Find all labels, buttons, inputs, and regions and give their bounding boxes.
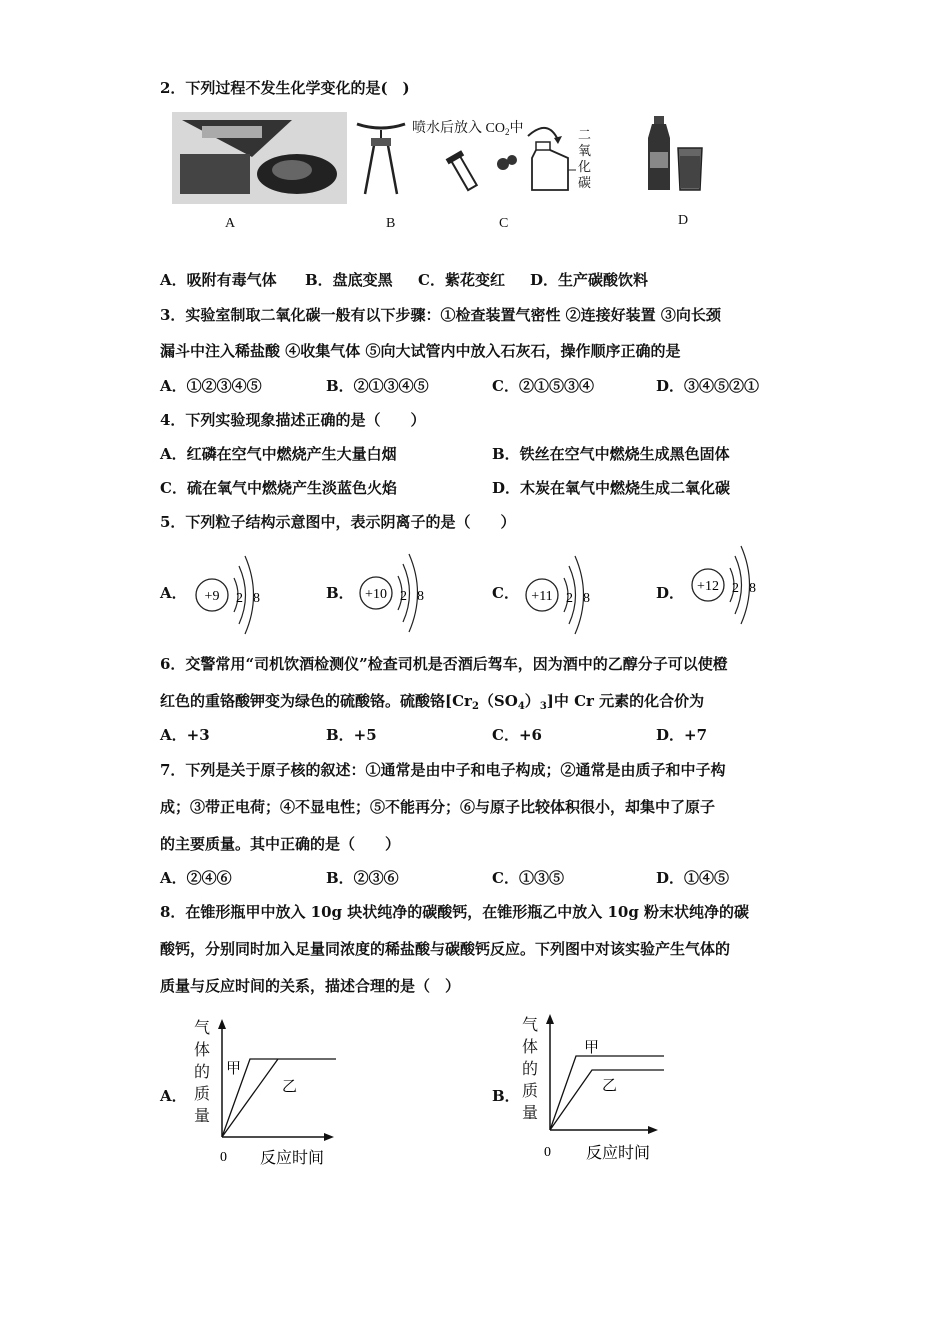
- q4-option-b[interactable]: B．铁丝在空气中燃烧生成黑色固体: [492, 445, 730, 463]
- q5-option-b[interactable]: B．: [326, 584, 354, 602]
- q7-option-d[interactable]: D．①④⑤: [656, 869, 730, 887]
- q8-graph-b-series-jia: 甲: [584, 1040, 600, 1056]
- q5-atom-b: [354, 552, 434, 641]
- q2-img-label-b: B: [386, 216, 396, 231]
- q8-graph-b: [518, 1010, 678, 1174]
- q2-image-d: [640, 114, 710, 198]
- q2-img-label-a: A: [225, 216, 236, 231]
- q7-stem-line2: 成；③带正电荷；④不显电性；⑤不能再分；⑥与原子比较体积很小，却集中了原子: [160, 798, 716, 816]
- q8-graph-b-ylabel-4: 量: [522, 1105, 539, 1122]
- q5-option-c[interactable]: C．: [492, 584, 519, 602]
- q8-graph-a: [190, 1015, 350, 1179]
- q5-atom-c: [520, 552, 600, 641]
- q5-atom-d: [686, 542, 766, 631]
- q8-graph-a-series-yi: 乙: [282, 1079, 298, 1095]
- q5-nucleus-b: +10: [365, 587, 387, 602]
- q2-image-a: [172, 112, 347, 208]
- q8-option-a[interactable]: A．: [160, 1087, 187, 1105]
- q2-option-a[interactable]: A．吸附有毒气体: [160, 271, 277, 289]
- q8-graph-a-ylabel-4: 量: [194, 1108, 211, 1125]
- q4-option-a[interactable]: A．红磷在空气中燃烧产生大量白烟: [160, 445, 397, 463]
- q2-img-label-c: C: [499, 216, 509, 231]
- q2-option-c[interactable]: C．紫花变红: [418, 271, 505, 289]
- q8-option-b[interactable]: B．: [492, 1087, 520, 1105]
- q6-option-b[interactable]: B．+5: [326, 726, 377, 744]
- q3-option-a[interactable]: A．①②③④⑤: [160, 377, 262, 395]
- q5-shell2-b: 8: [417, 589, 424, 604]
- q8-graph-b-ylabel-0: 气: [522, 1017, 539, 1034]
- q2-bottle-label: 二氧化碳: [578, 128, 592, 191]
- q5-shell1-d: 2: [732, 581, 739, 596]
- q5-nucleus-a: +9: [204, 589, 220, 604]
- q2-stem: 2．下列过程不发生化学变化的是( ): [160, 79, 410, 97]
- q3-option-d[interactable]: D．③④⑤②①: [656, 377, 760, 395]
- q8-graph-b-series-yi: 乙: [602, 1078, 618, 1094]
- q7-option-a[interactable]: A．②④⑥: [160, 869, 232, 887]
- q8-graph-a-ylabel-2: 的: [194, 1064, 211, 1081]
- q6-option-c[interactable]: C．+6: [492, 726, 542, 744]
- q8-graph-b-ylabel-2: 的: [522, 1061, 539, 1078]
- q7-option-c[interactable]: C．①③⑤: [492, 869, 564, 887]
- q7-option-b[interactable]: B．②③⑥: [326, 869, 399, 887]
- q6-option-d[interactable]: D．+7: [656, 726, 708, 744]
- q7-stem-line1: 7．下列是关于原子核的叙述：①通常是由中子和电子构成；②通常是由质子和中子构: [160, 761, 726, 779]
- q5-shell1-b: 2: [400, 589, 407, 604]
- q3-stem-line1: 3．实验室制取二氧化碳一般有以下步骤：①检查装置气密性 ②连接好装置 ③向长颈: [160, 306, 721, 324]
- q5-option-a[interactable]: A．: [160, 584, 187, 602]
- q8-graph-b-ylabel-3: 质: [522, 1083, 539, 1100]
- q8-graph-b-xlabel: 反应时间: [586, 1145, 651, 1162]
- q5-nucleus-c: +11: [531, 589, 553, 604]
- q2-image-b: [355, 116, 407, 202]
- q3-option-b[interactable]: B．②①③④⑤: [326, 377, 429, 395]
- q6-option-a[interactable]: A．+3: [160, 726, 210, 744]
- q8-graph-b-ylabel-1: 体: [522, 1039, 539, 1056]
- q4-option-c[interactable]: C．硫在氧气中燃烧产生淡蓝色火焰: [160, 479, 397, 497]
- q5-shell2-d: 8: [749, 581, 756, 596]
- q2-img-label-d: D: [678, 213, 689, 228]
- q8-graph-a-series-jia: 甲: [226, 1061, 242, 1077]
- q5-shell2-c: 8: [583, 591, 590, 606]
- q8-graph-a-ylabel-3: 质: [194, 1086, 211, 1103]
- q7-stem-line3: 的主要质量。其中正确的是（ ）: [160, 835, 401, 853]
- q8-graph-a-origin: 0: [220, 1150, 227, 1165]
- q8-graph-b-origin: 0: [544, 1145, 551, 1160]
- q5-atom-a: [190, 552, 270, 641]
- q5-shell1-c: 2: [566, 591, 573, 606]
- q5-stem: 5．下列粒子结构示意图中，表示阴离子的是（ ）: [160, 513, 516, 531]
- q5-shell2-a: 8: [253, 591, 260, 606]
- q5-shell1-a: 2: [236, 591, 243, 606]
- q2-option-b[interactable]: B．盘底变黑: [305, 271, 393, 289]
- q8-graph-a-xlabel: 反应时间: [260, 1150, 325, 1167]
- q5-nucleus-d: +12: [697, 579, 719, 594]
- q4-option-d[interactable]: D．木炭在氧气中燃烧生成二氧化碳: [492, 479, 731, 497]
- q3-option-c[interactable]: C．②①⑤③④: [492, 377, 594, 395]
- q8-graph-a-ylabel-0: 气: [194, 1020, 211, 1037]
- q8-stem-line2: 酸钙，分别同时加入足量同浓度的稀盐酸与碳酸钙反应。下列图中对该实验产生气体的: [160, 940, 731, 958]
- q4-stem: 4．下列实验现象描述正确的是（ ）: [160, 411, 426, 429]
- q8-graph-a-ylabel-1: 体: [194, 1042, 211, 1059]
- q3-stem-line2: 漏斗中注入稀盐酸 ④收集气体 ⑤向大试管内中放入石灰石，操作顺序正确的是: [160, 342, 681, 360]
- q5-option-d[interactable]: D．: [656, 584, 685, 602]
- q8-stem-line3: 质量与反应时间的关系，描述合理的是（ ）: [160, 977, 461, 995]
- q2-image-c: [408, 114, 598, 208]
- q6-stem-line1: 6．交警常用“司机饮酒检测仪”检查司机是否酒后驾车，因为酒中的乙醇分子可以使橙: [160, 655, 728, 673]
- q2-image-c-caption: 喷水后放入 $CO_2$中: [412, 121, 524, 137]
- q8-stem-line1: 8．在锥形瓶甲中放入 10g 块状纯净的碳酸钙，在锥形瓶乙中放入 10g 粉末状纯净的碳: [160, 903, 750, 921]
- q2-option-d[interactable]: D．生产碳酸饮料: [530, 271, 649, 289]
- q6-stem-line2: 红色的重铬酸钾变为绿色的硫酸铬。硫酸铬$[Cr_2(SO_4)_3]$中 Cr 元素的化合价为: [160, 692, 705, 712]
